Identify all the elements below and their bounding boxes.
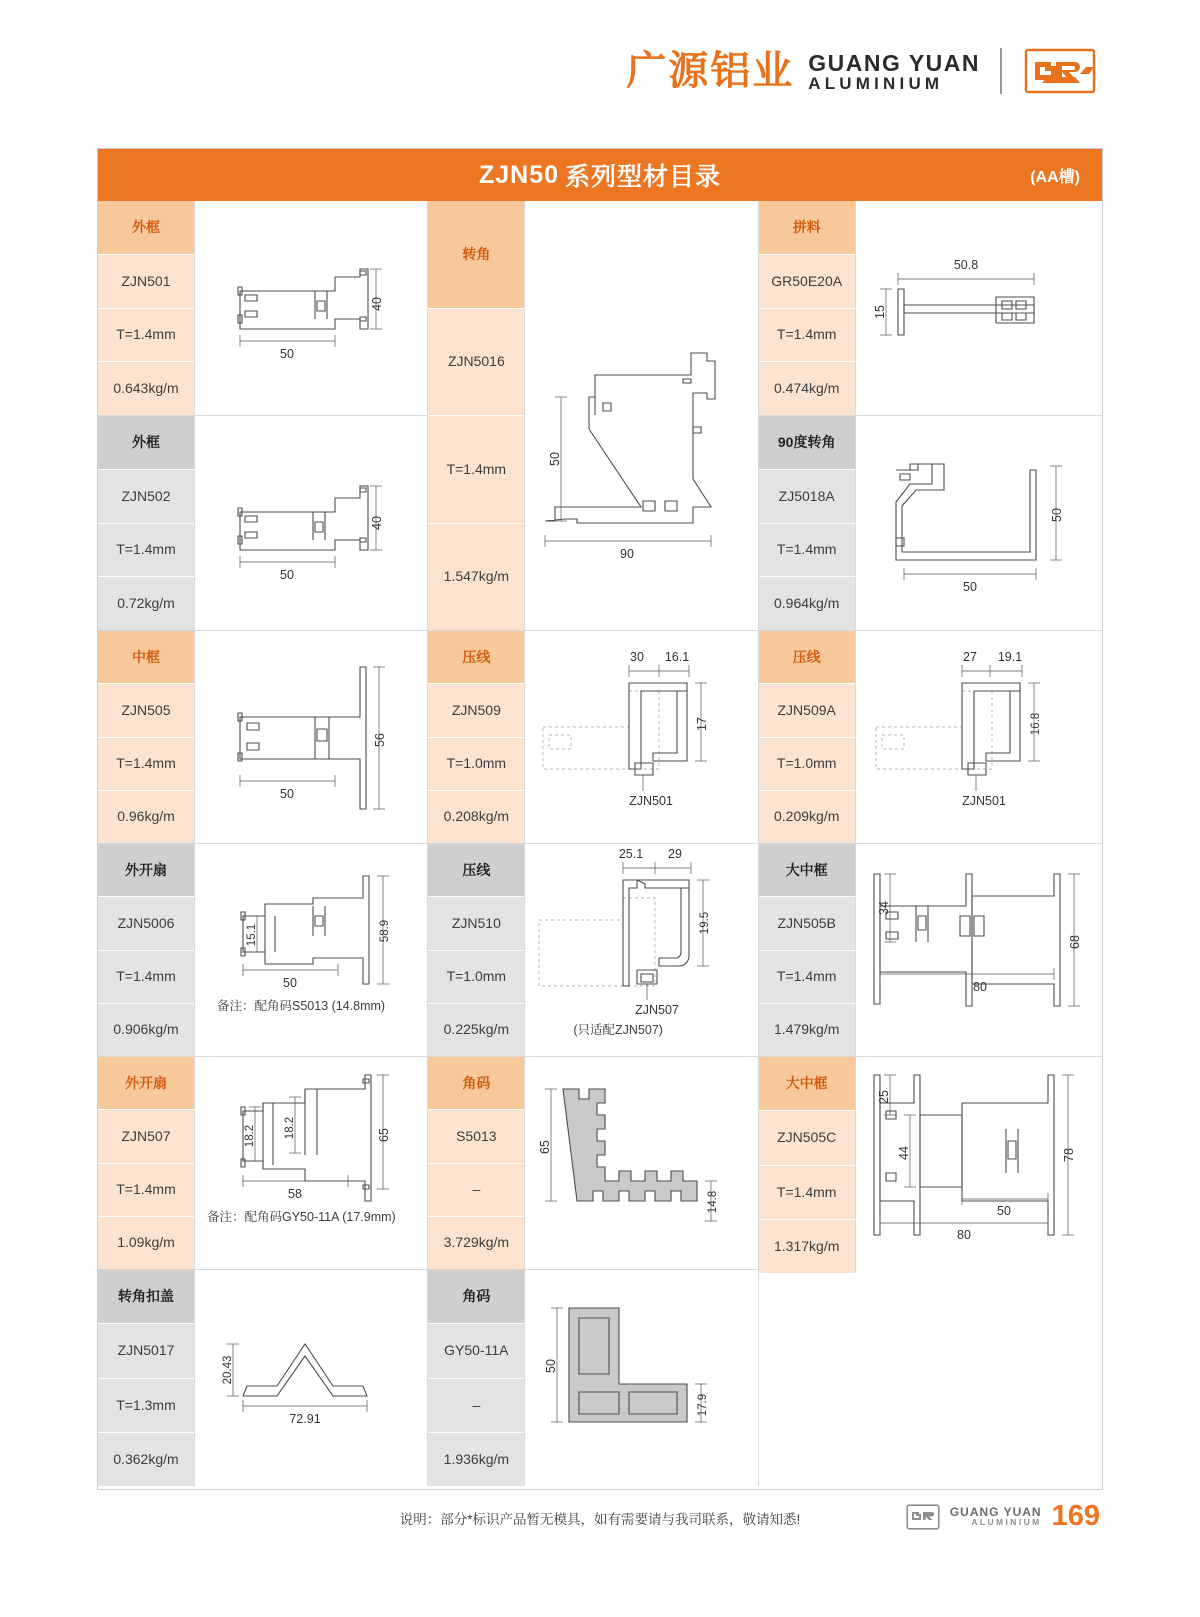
profile-labels: [98, 416, 195, 630]
footer-brand-text: [950, 1506, 1042, 1528]
profile-type: 中框: [98, 631, 194, 684]
svg-text:20.43: 20.43: [222, 1355, 234, 1385]
profile-type: 大中框: [759, 1057, 855, 1111]
profile-type: 角码: [428, 1270, 524, 1324]
svg-text:65: 65: [538, 1140, 553, 1154]
profile-type: 转角扣盖: [98, 1270, 194, 1324]
footer-note: 说明：部分*标识产品暂无模具，如有需要请与我司联系，敬请知悉!: [399, 1512, 801, 1527]
svg-text:72.91: 72.91: [289, 1412, 321, 1426]
profile-figure: [525, 201, 757, 630]
profile-type: 大中框: [759, 844, 855, 897]
profile-row: [428, 631, 757, 844]
profile-labels: [428, 631, 525, 843]
profile-labels: [98, 1270, 195, 1486]
profile-figure: [195, 1057, 427, 1269]
svg-text:15: 15: [872, 305, 887, 319]
svg-text:ZJN507: ZJN507: [635, 1003, 680, 1017]
page-header: [0, 44, 1200, 116]
svg-text:ZJN501: ZJN501: [961, 794, 1006, 808]
profile-code: ZJ5018A: [759, 470, 855, 524]
profile-code: ZJN509A: [759, 684, 855, 737]
svg-text:80: 80: [972, 980, 987, 994]
svg-text:19.5: 19.5: [699, 911, 712, 935]
profile-labels: [759, 1057, 856, 1273]
svg-text:50: 50: [996, 1204, 1011, 1218]
catalog-title-code: ZJN50: [478, 160, 560, 189]
profile-figure: [525, 844, 757, 1056]
page-number: 169: [1051, 1500, 1100, 1532]
profile-code: ZJN509: [428, 684, 524, 737]
profile-code: ZJN5017: [98, 1324, 194, 1378]
svg-text:29: 29: [668, 847, 683, 861]
profile-type: 压线: [428, 631, 524, 684]
svg-text:90: 90: [620, 547, 635, 561]
svg-text:50: 50: [962, 580, 977, 594]
profile-weight: 1.479kg/m: [759, 1004, 855, 1056]
profile-labels: [759, 416, 856, 630]
profile-weight: 1.936kg/m: [428, 1433, 524, 1486]
profile-row: [428, 201, 757, 631]
svg-text:25: 25: [876, 1090, 891, 1104]
svg-text:15.1: 15.1: [246, 923, 258, 947]
profile-labels: [98, 201, 195, 415]
profile-row: [759, 1057, 1102, 1273]
column-middle: [428, 201, 757, 1486]
svg-text:19.1: 19.1: [997, 650, 1022, 664]
profile-row: [759, 844, 1102, 1057]
catalog-title-bar: [98, 149, 1102, 201]
profile-thickness: T=1.0mm: [759, 738, 855, 791]
profile-row: [428, 1057, 757, 1270]
profile-weight: 0.474kg/m: [759, 362, 855, 415]
profile-type: 压线: [428, 844, 524, 897]
svg-text:68: 68: [1067, 935, 1082, 949]
svg-text:80: 80: [956, 1228, 971, 1242]
profile-type: 外开扇: [98, 844, 194, 897]
svg-text:50: 50: [548, 452, 563, 466]
footer-brand: [906, 1500, 1100, 1533]
footer-brand-line1: GUANG YUAN: [949, 1504, 1042, 1519]
profile-thickness: T=1.4mm: [759, 1166, 855, 1220]
profile-row: [428, 844, 757, 1057]
profile-weight: 0.964kg/m: [759, 577, 855, 630]
profile-figure: [856, 631, 1102, 843]
profile-labels: [98, 844, 195, 1056]
profile-weight: 0.643kg/m: [98, 362, 194, 415]
svg-text:50: 50: [280, 568, 294, 582]
profile-weight: 0.225kg/m: [428, 1004, 524, 1056]
profile-code: ZJN5006: [98, 897, 194, 950]
svg-text:17: 17: [695, 717, 710, 731]
profile-thickness: T=1.0mm: [428, 738, 524, 791]
profile-row: [98, 1270, 427, 1486]
profile-type: 角码: [428, 1057, 524, 1110]
profile-figure: [195, 844, 427, 1056]
brand-name-en: [808, 49, 980, 93]
column-left: [98, 201, 427, 1486]
profile-figure: [195, 416, 427, 630]
svg-text:18.2: 18.2: [244, 1124, 256, 1148]
svg-text:25.1: 25.1: [619, 847, 644, 861]
profile-code: ZJN502: [98, 470, 194, 524]
profile-type: 外框: [98, 416, 194, 470]
svg-text:27: 27: [962, 650, 977, 664]
profile-figure: [525, 1270, 757, 1486]
svg-text:14.8: 14.8: [707, 1190, 720, 1214]
profile-figure: [195, 201, 427, 415]
profile-weight: 1.547kg/m: [428, 524, 524, 631]
profile-thickness: T=1.0mm: [428, 951, 524, 1004]
profile-labels: [759, 844, 856, 1056]
profile-thickness: T=1.4mm: [428, 416, 524, 524]
profile-figure: [856, 844, 1102, 1056]
profile-weight: 1.09kg/m: [98, 1217, 194, 1269]
gr-logo-small-icon: [906, 1504, 940, 1530]
profile-weight: 0.906kg/m: [98, 1004, 194, 1056]
brand-logo: [626, 44, 1100, 98]
profile-weight: 3.729kg/m: [428, 1217, 524, 1269]
profile-weight: 0.209kg/m: [759, 791, 855, 843]
profile-code: S5013: [428, 1110, 524, 1163]
profile-row: [98, 416, 427, 631]
profile-weight: 0.72kg/m: [98, 577, 194, 630]
catalog-title: [98, 149, 1102, 201]
profile-thickness: T=1.4mm: [759, 524, 855, 578]
profile-row: [98, 844, 427, 1057]
svg-text:56: 56: [373, 733, 387, 747]
profile-code: ZJN510: [428, 897, 524, 950]
catalog-side-note: (AA槽): [1030, 168, 1080, 186]
profile-thickness: T=1.4mm: [98, 524, 194, 578]
svg-text:65: 65: [377, 1128, 391, 1142]
svg-text:58: 58: [288, 1187, 302, 1201]
svg-text:ZJN501: ZJN501: [629, 794, 674, 808]
profile-code: GR50E20A: [759, 255, 855, 309]
profile-row: [759, 416, 1102, 631]
svg-text:40: 40: [370, 516, 384, 530]
svg-text:50: 50: [544, 1359, 559, 1373]
svg-text:16.8: 16.8: [1029, 712, 1042, 736]
svg-text:30: 30: [630, 650, 645, 664]
brand-name-cn: 广源铝业: [626, 48, 795, 94]
profile-figure: [856, 416, 1102, 630]
profile-figure: [195, 1270, 427, 1486]
svg-text:50.8: 50.8: [953, 258, 978, 272]
svg-text:34: 34: [876, 901, 891, 915]
page-footer: [0, 1500, 1200, 1560]
profile-figure: [856, 1057, 1102, 1273]
profile-labels: [98, 1057, 195, 1269]
brand-en-line2: ALUMINIUM: [808, 74, 944, 94]
profile-labels: [428, 201, 525, 630]
svg-text:44: 44: [896, 1146, 911, 1160]
profile-labels: [428, 1270, 525, 1486]
svg-text:50: 50: [280, 347, 294, 361]
profile-thickness: T=1.3mm: [98, 1379, 194, 1433]
profile-labels: [759, 631, 856, 843]
profile-note: 备注：配角码S5013 (14.8mm): [217, 999, 386, 1013]
svg-text:16.1: 16.1: [665, 650, 690, 664]
profile-thickness: T=1.4mm: [98, 951, 194, 1004]
svg-text:50: 50: [283, 976, 297, 990]
profile-weight: 0.208kg/m: [428, 791, 524, 843]
svg-text:50: 50: [1049, 508, 1064, 522]
profile-row: [428, 1270, 757, 1486]
gr-logo-icon: [1022, 44, 1100, 98]
svg-text:17.9: 17.9: [697, 1393, 710, 1417]
profile-row: [759, 201, 1102, 416]
svg-text:78: 78: [1061, 1148, 1076, 1162]
profile-note: (只适配ZJN507): [573, 1023, 663, 1037]
profile-thickness: –: [428, 1379, 524, 1433]
profile-row: [759, 631, 1102, 844]
profile-type: 外框: [98, 201, 194, 255]
profile-type: 压线: [759, 631, 855, 684]
profile-thickness: T=1.4mm: [98, 738, 194, 791]
profile-row: [98, 1057, 427, 1270]
profile-code: ZJN501: [98, 255, 194, 309]
brand-en-line1: GUANG YUAN: [808, 50, 980, 76]
svg-text:50: 50: [280, 787, 294, 801]
profile-catalog-sheet: [97, 148, 1103, 1490]
profile-figure: [195, 631, 427, 843]
profile-labels: [98, 631, 195, 843]
profile-figure: [525, 631, 757, 843]
profile-code: ZJN505B: [759, 897, 855, 950]
profile-code: ZJN5016: [428, 309, 524, 417]
svg-text:18.2: 18.2: [284, 1116, 296, 1140]
profile-code: ZJN505C: [759, 1111, 855, 1165]
profile-note: 备注：配角码GY50-11A (17.9mm): [207, 1210, 396, 1224]
catalog-grid: [98, 201, 1102, 1486]
profile-labels: [428, 844, 525, 1056]
profile-code: ZJN505: [98, 684, 194, 737]
profile-thickness: T=1.4mm: [98, 1164, 194, 1217]
brand-divider: [1000, 48, 1002, 94]
footer-brand-line2: ALUMINIUM: [971, 1517, 1042, 1528]
catalog-title-text: 系列型材目录: [565, 163, 722, 191]
profile-figure: [525, 1057, 757, 1269]
profile-thickness: T=1.4mm: [98, 309, 194, 363]
profile-thickness: T=1.4mm: [759, 951, 855, 1004]
profile-row: [98, 631, 427, 844]
profile-type: 转角: [428, 201, 524, 309]
profile-labels: [428, 1057, 525, 1269]
svg-text:58.9: 58.9: [379, 919, 391, 943]
profile-figure: [856, 201, 1102, 415]
profile-type: 拼料: [759, 201, 855, 255]
profile-weight: 0.362kg/m: [98, 1433, 194, 1486]
profile-type: 外开扇: [98, 1057, 194, 1110]
profile-type: 90度转角: [759, 416, 855, 470]
profile-code: ZJN507: [98, 1110, 194, 1163]
profile-thickness: T=1.4mm: [759, 309, 855, 363]
profile-code: GY50-11A: [428, 1324, 524, 1378]
svg-text:40: 40: [370, 297, 384, 311]
profile-labels: [759, 201, 856, 415]
profile-row: [98, 201, 427, 416]
column-right: [759, 201, 1102, 1486]
profile-thickness: –: [428, 1164, 524, 1217]
profile-weight: 1.317kg/m: [759, 1220, 855, 1273]
profile-weight: 0.96kg/m: [98, 791, 194, 843]
